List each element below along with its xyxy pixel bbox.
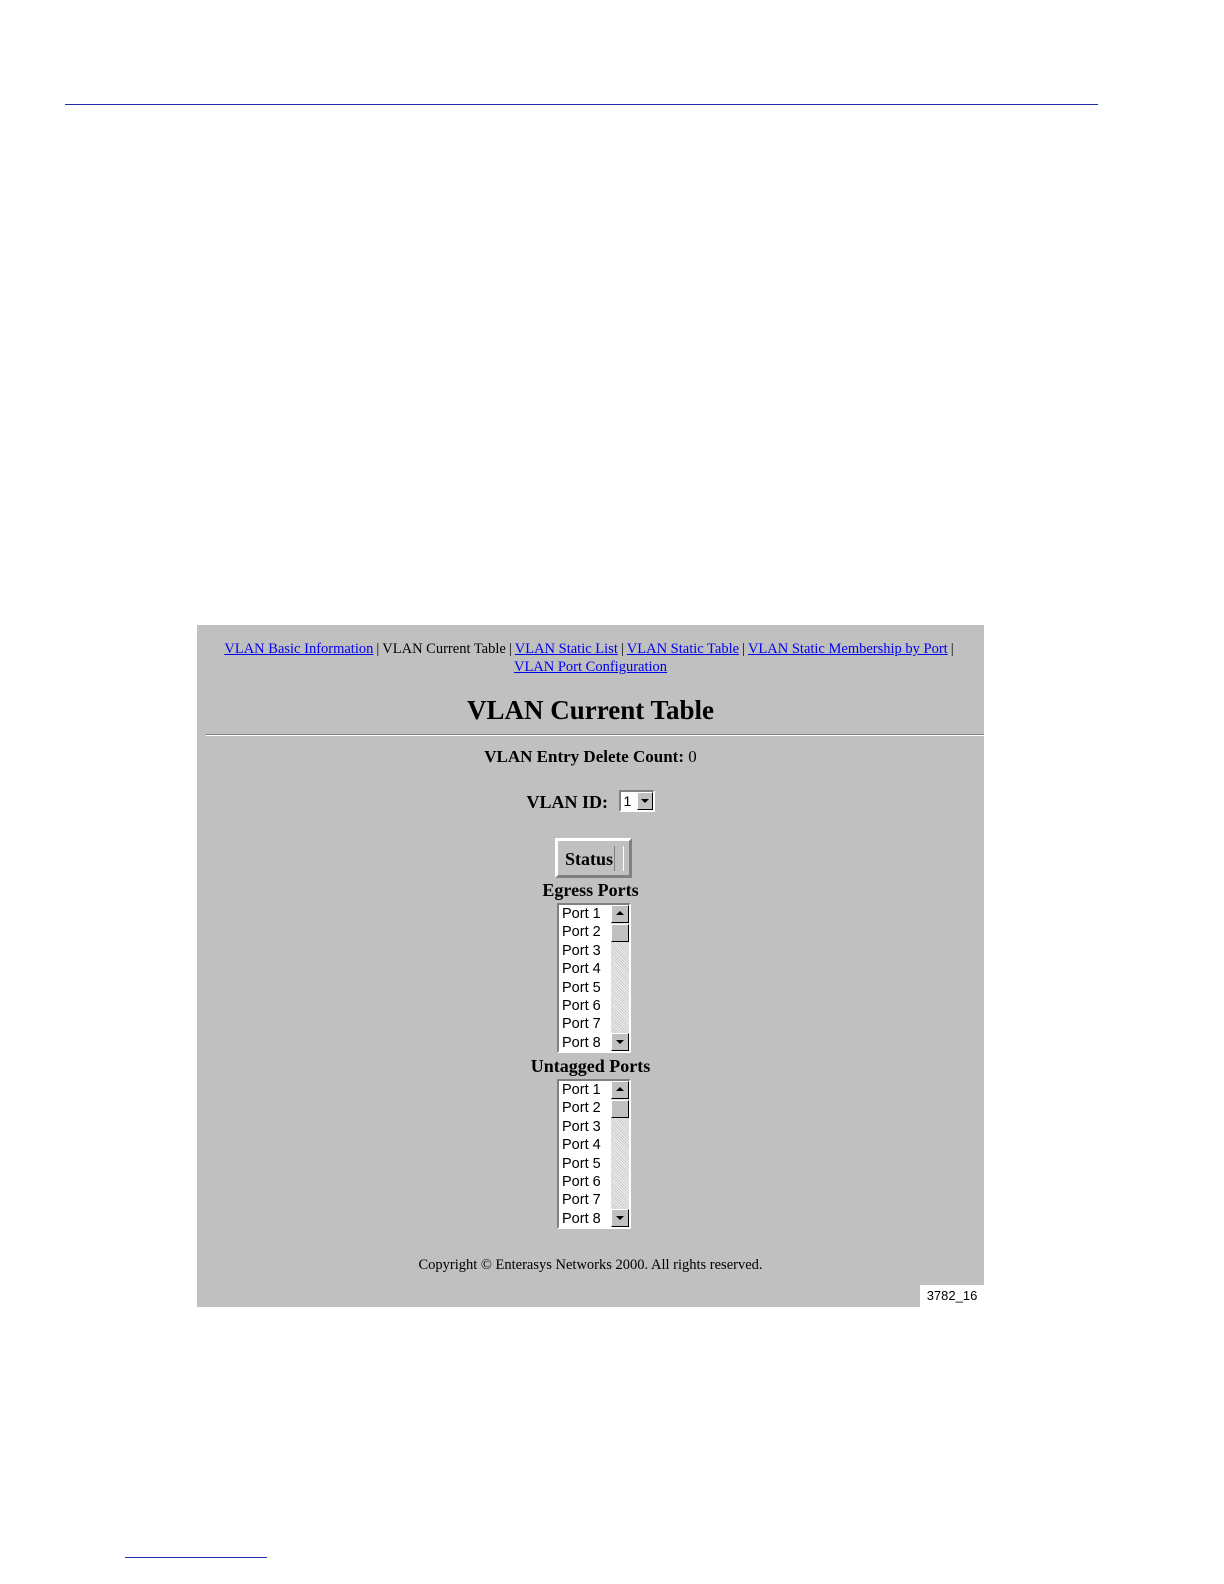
browser-screenshot [197, 625, 984, 1307]
list-item[interactable]: Port 7 [562, 1016, 601, 1033]
list-item[interactable]: Port 5 [562, 1155, 601, 1172]
untagged-ports-listbox[interactable] [557, 1079, 631, 1229]
page-title: VLAN Current Table [466, 695, 715, 725]
scroll-down-button[interactable] [611, 1209, 629, 1227]
nav-link-vlan-static-table[interactable]: VLAN Static Table [626, 641, 740, 657]
egress-ports-scrollbar[interactable] [611, 905, 629, 1051]
vlan-id-value: 1 [623, 792, 632, 809]
chevron-up-icon [616, 911, 624, 915]
scroll-up-button[interactable] [611, 905, 629, 923]
chevron-down-icon [641, 799, 649, 803]
nav-separator: | [950, 641, 954, 657]
list-item[interactable]: Port 4 [562, 961, 601, 978]
title-divider [206, 734, 984, 736]
document-top-rule [65, 104, 1098, 105]
status-button[interactable] [555, 838, 632, 878]
scroll-thumb[interactable] [611, 1100, 629, 1118]
vlan-id-select[interactable] [619, 790, 655, 812]
delete-count-row [197, 747, 984, 767]
nav-link-vlan-static-list[interactable]: VLAN Static List [514, 641, 618, 657]
delete-count-label: VLAN Entry Delete Count: [484, 747, 684, 766]
scroll-down-button[interactable] [611, 1033, 629, 1051]
vlan-id-row [197, 792, 984, 816]
list-item[interactable]: Port 1 [562, 1082, 601, 1098]
list-item[interactable]: Port 8 [562, 1034, 601, 1051]
copyright-text: Copyright © Enterasys Networks 2000. All rights reserved. [418, 1257, 763, 1273]
list-item[interactable]: Port 2 [562, 924, 601, 941]
egress-ports-label: Egress Ports [542, 880, 639, 900]
list-item[interactable]: Port 3 [562, 1118, 601, 1135]
vlan-nav-bar [197, 640, 984, 676]
chevron-down-icon [616, 1040, 624, 1044]
nav-separator: | [620, 641, 624, 657]
vlan-id-dropdown-button[interactable] [637, 792, 653, 810]
scroll-thumb[interactable] [611, 924, 629, 942]
list-item[interactable]: Port 6 [562, 998, 601, 1015]
list-item[interactable]: Port 6 [562, 1174, 601, 1191]
untagged-ports-scrollbar[interactable] [611, 1081, 629, 1227]
nav-separator: | [376, 641, 380, 657]
figure-id-label: 3782_16 [920, 1285, 984, 1307]
status-button-grip [614, 846, 624, 871]
list-item[interactable]: Port 8 [562, 1210, 601, 1227]
list-item[interactable]: Port 4 [562, 1137, 601, 1154]
list-item[interactable]: Port 7 [562, 1192, 601, 1209]
delete-count-value: 0 [688, 747, 697, 766]
nav-current-vlan-current-table: VLAN Current Table [382, 641, 506, 657]
untagged-ports-items [562, 1081, 601, 1228]
untagged-ports-label: Untagged Ports [530, 1056, 651, 1076]
egress-ports-items [562, 905, 601, 1052]
chevron-up-icon [616, 1087, 624, 1091]
scroll-up-button[interactable] [611, 1081, 629, 1099]
egress-ports-listbox[interactable] [557, 903, 631, 1053]
list-item[interactable]: Port 1 [562, 906, 601, 922]
nav-separator: | [742, 641, 745, 657]
status-button-label: Status [565, 849, 614, 869]
nav-separator: | [508, 641, 512, 657]
list-item[interactable]: Port 2 [562, 1100, 601, 1117]
vlan-id-label: VLAN ID: [526, 792, 608, 812]
document-bottom-rule [125, 1557, 267, 1558]
nav-link-vlan-basic-information[interactable]: VLAN Basic Information [224, 641, 374, 657]
nav-link-vlan-static-membership-by-port[interactable]: VLAN Static Membership by Port [747, 641, 948, 657]
chevron-down-icon [616, 1216, 624, 1220]
list-item[interactable]: Port 5 [562, 979, 601, 996]
nav-link-vlan-port-configuration[interactable]: VLAN Port Configuration [513, 659, 668, 675]
list-item[interactable]: Port 3 [562, 942, 601, 959]
